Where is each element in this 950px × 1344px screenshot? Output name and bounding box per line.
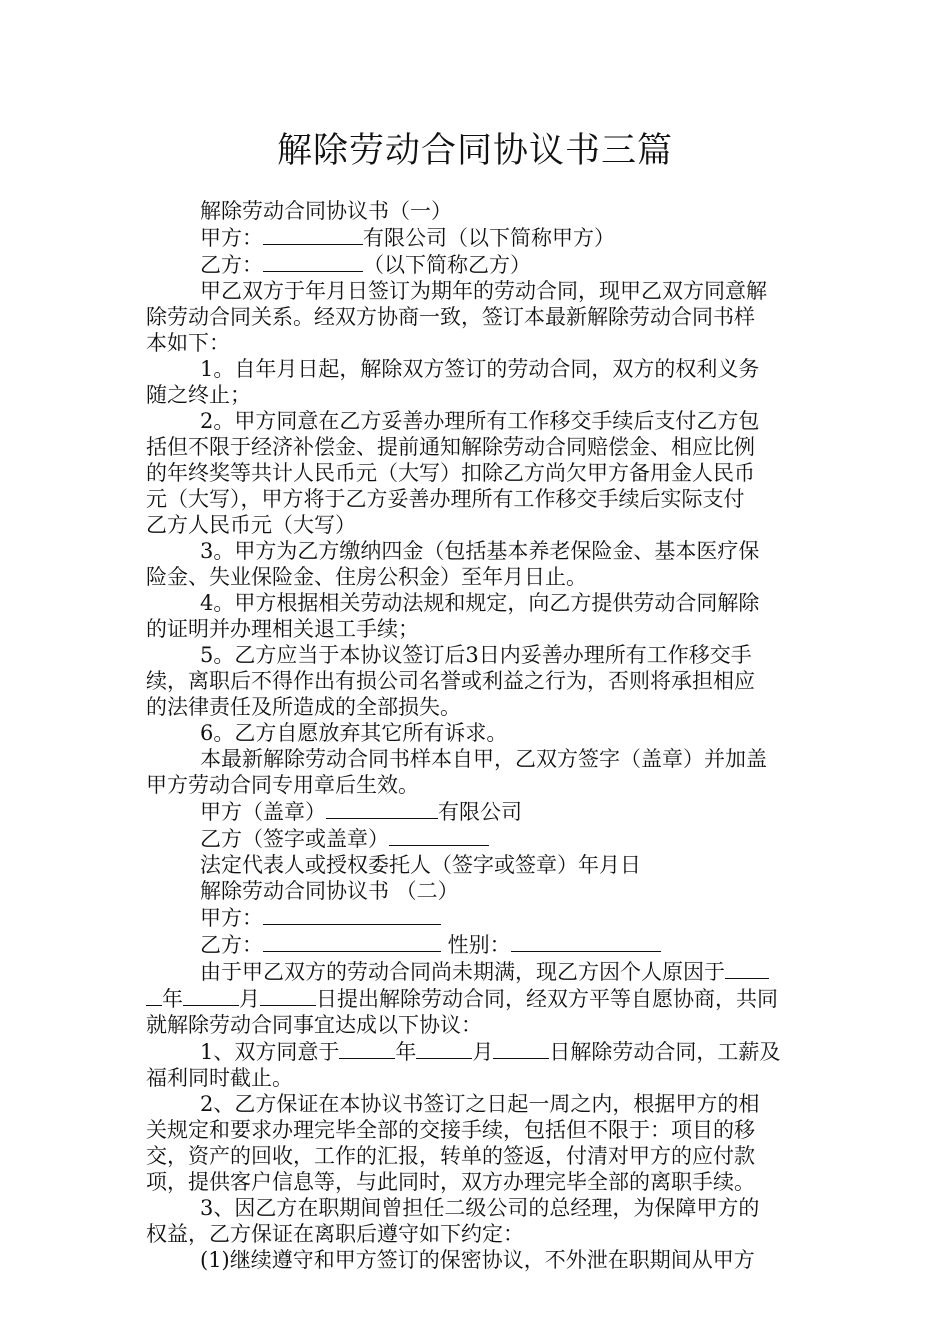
section-heading-1: 解除劳动合同协议书（一）: [200, 199, 452, 223]
paragraph-line: 由于甲乙双方的劳动合同尚未期满，现乙方因个人原因于: [146, 958, 808, 985]
paragraph-line: 元（大写），甲方将于乙方妥善办理所有工作移交手续后实际支付: [146, 487, 745, 511]
party-a-line: 甲方： 有限公司（以下简称甲方）: [200, 226, 615, 250]
paragraph-line: 2、乙方保证在本协议书签订之日起一周之内，根据甲方的相: [200, 1092, 760, 1116]
paragraph-line: 5。乙方应当于本协议签订后3日内妥善办理所有工作移交手: [200, 643, 752, 667]
paragraph-line: 甲方劳动合同专用章后生效。: [146, 773, 419, 797]
paragraph-line: 乙方人民币元（大写）: [146, 513, 356, 537]
day-blank: [260, 985, 316, 1006]
month-blank-2: [416, 1038, 472, 1059]
paragraph-line: 1。自年月日起，解除双方签订的劳动合同，双方的权利义务: [200, 357, 760, 381]
paragraph-line: 甲乙双方于年月日签订为期年的劳动合同，现甲乙双方同意解: [200, 279, 767, 303]
party-b-sign-blank: [389, 825, 489, 846]
party-b-blank-2: [263, 931, 441, 952]
paragraph-line: 交，资产的回收，工作的汇报，转单的签返，付清对甲方的应付款: [146, 1144, 755, 1168]
gender-blank: [511, 931, 661, 952]
paragraph-line: 权益，乙方保证在离职后遵守如下约定：: [146, 1222, 524, 1246]
paragraph-line: 的证明并办理相关退工手续；: [146, 617, 419, 641]
section-heading-2: 解除劳动合同协议书 （二）: [200, 879, 459, 903]
document-title: 解除劳动合同协议书三篇: [276, 131, 673, 171]
document-body: [146, 198, 808, 1273]
paragraph-line: 本最新解除劳动合同书样本自甲，乙双方签字（盖章）并加盖: [200, 747, 767, 771]
date-line: 年 月 日提出解除劳动合同，经双方平等自愿协商，共同: [146, 985, 808, 1012]
paragraph-line: 除劳动合同关系。经双方协商一致，签订本最新解除劳动合同书样: [146, 305, 755, 329]
party-a-seal-blank: [326, 798, 438, 819]
paragraph-line: 2。甲方同意在乙方妥善办理所有工作移交手续后支付乙方包: [200, 409, 760, 433]
party-b-line-2: 乙方： 性别：: [146, 931, 808, 958]
paragraph-line: 的年终奖等共计人民币元（大写）扣除乙方尚欠甲方备用金人民币: [146, 461, 755, 485]
year-blank-2: [339, 1038, 395, 1059]
paragraph-line: 4。甲方根据相关劳动法规和规定，向乙方提供劳动合同解除: [200, 591, 760, 615]
paragraph-line: 3。甲方为乙方缴纳四金（包括基本养老保险金、基本医疗保: [200, 539, 760, 563]
party-a-blank: [263, 224, 363, 245]
party-a-line-2: 甲方：: [146, 904, 808, 931]
party-a-blank-2: [263, 904, 441, 925]
reason-blank: [725, 958, 769, 979]
paragraph-line: 括但不限于经济补偿金、提前通知解除劳动合同赔偿金、相应比例: [146, 435, 755, 459]
paragraph-line: 续，离职后不得作出有损公司名誉或利益之行为，否则将承担相应: [146, 669, 755, 693]
agreement-date-line: 1、双方同意于 年 月 日解除劳动合同，工薪及: [200, 1040, 781, 1064]
year-blank: [146, 985, 162, 1006]
paragraph-line: (1)继续遵守和甲方签订的保密协议，不外泄在职期间从甲方: [200, 1248, 755, 1272]
party-a-seal-line: 甲方（盖章） 有限公司: [200, 800, 522, 824]
paragraph-line: 就解除劳动合同事宜达成以下协议：: [146, 1013, 482, 1037]
paragraph-line: 福利同时截止。: [146, 1066, 293, 1090]
paragraph-line: 关规定和要求办理完毕全部的交接手续，包括但不限于：项目的移: [146, 1118, 755, 1142]
party-b-sign-line: 乙方（签字或盖章）: [146, 825, 808, 852]
month-blank: [183, 985, 239, 1006]
day-blank-2: [493, 1038, 549, 1059]
party-b-blank: [263, 251, 363, 272]
paragraph-line: 项，提供客户信息等，与此同时，双方办理完毕全部的离职手续。: [146, 1170, 755, 1194]
paragraph-line: 险金、失业保险金、住房公积金）至年月日止。: [146, 565, 587, 589]
paragraph-line: 6。乙方自愿放弃其它所有诉求。: [200, 721, 508, 745]
paragraph-line: 随之终止；: [146, 383, 251, 407]
party-b-line: 乙方： （以下简称乙方）: [200, 253, 531, 277]
paragraph-line: 本如下：: [146, 331, 230, 355]
paragraph-line: 3、因乙方在职期间曾担任二级公司的总经理，为保障甲方的: [200, 1196, 760, 1220]
paragraph-line: 的法律责任及所造成的全部损失。: [146, 695, 461, 719]
representative-line: 法定代表人或授权委托人（签字或签章）年月日: [200, 853, 641, 877]
